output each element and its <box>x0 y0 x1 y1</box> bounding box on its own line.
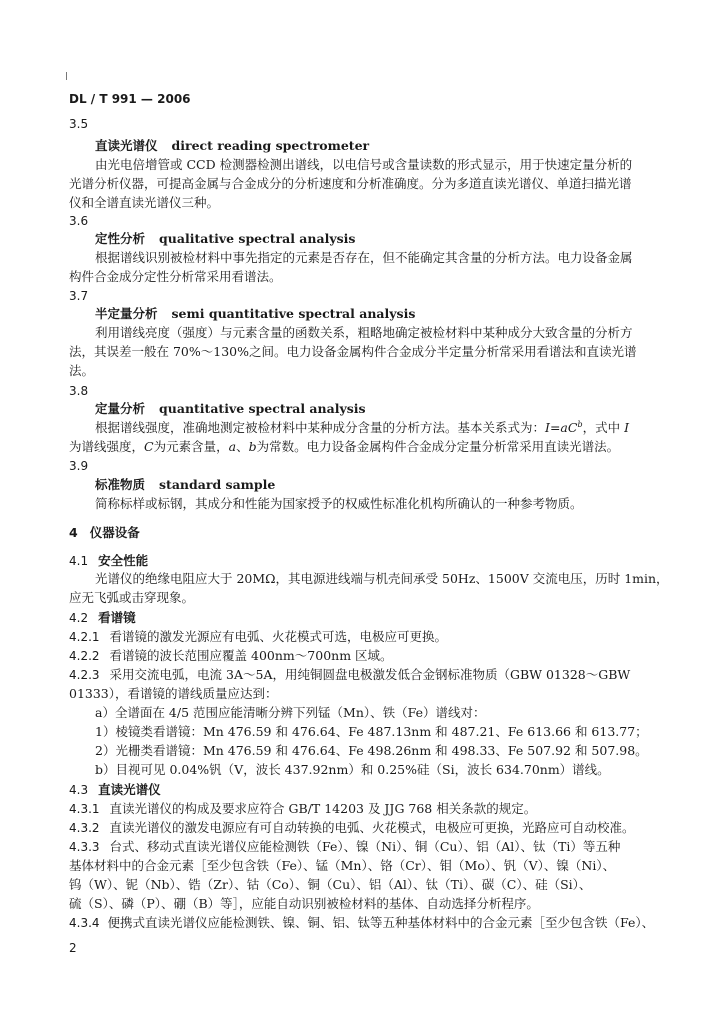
term-body-line: 法。 <box>69 363 95 378</box>
clause-line <box>69 648 393 664</box>
term-number: 3.6 <box>69 214 89 228</box>
body-text: 、 <box>236 439 249 454</box>
subsection-title: 直读光谱仪 <box>98 782 161 797</box>
term-title-en: direct reading spectrometer <box>171 138 370 153</box>
term-title: 标准物质 <box>95 477 146 492</box>
term-number: 3.5 <box>69 117 89 131</box>
variable-i: I <box>624 420 630 435</box>
formula-trail-text: ，式中 <box>582 420 625 435</box>
list-item: b）目视可见 0.04%钒（V，波长 437.92nm）和 0.25%硅（Si，波长 634.70nm）谱线。 <box>95 762 610 777</box>
variable-a: a <box>228 439 237 454</box>
term-title-line <box>95 306 415 322</box>
term-title-en: standard sample <box>159 477 276 492</box>
clause-line <box>69 667 630 683</box>
clause-text: 看谱镜的波长范围应覆盖 400nm～700nm 区域。 <box>109 648 393 663</box>
clause-line <box>69 839 620 855</box>
term-number: 3.8 <box>69 384 89 398</box>
term-body-line: 根据谱线识别被检材料中事先指定的元素是否存在，但不能确定其含量的分析方法。电力设备金属 <box>95 250 633 265</box>
term-body-line: 光谱分析仪器，可提高金属与合金成分的分析速度和分析准确度。分为多道直读光谱仪、单道扫描光谱 <box>69 176 632 191</box>
list-item: 1）棱镜类看谱镜：Mn 476.59 和 476.64、Fe 487.13nm 和 487.21、Fe 613.66 和 613.77； <box>95 724 648 739</box>
clause-line: 基体材料中的合金元素［至少包含铁（Fe）、锰（Mn）、铬（Cr）、钼（Mo）、钒（V）、镍（Ni）、 <box>69 858 616 873</box>
body-line: 应无飞弧或击穿现象。 <box>69 590 195 605</box>
formula <box>545 420 583 435</box>
term-body-line <box>95 420 629 436</box>
clause-number: 4.2.1 <box>69 630 100 644</box>
term-body-line: 法，其误差一般在 70%～130%之间。电力设备金属构件合金成分半定量分析常采用看谱法和直读光谱 <box>69 344 637 359</box>
clause-line <box>69 915 654 931</box>
term-body-line: 由光电倍增管或 CCD 检测器检测出谱线，以电信号或含量读数的形式显示，用于快速定量分析的 <box>95 157 633 172</box>
clause-line <box>69 629 447 645</box>
body-line: 光谱仪的绝缘电阻应大于 20MΩ，其电源进线端与机壳间承受 50Hz、1500V 交流电压，历时 1min， <box>95 571 669 586</box>
formula-lead-text: 根据谱线强度，准确地测定被检材料中某种成分含量的分析方法。基本关系式为： <box>95 420 546 435</box>
term-title-line <box>95 477 275 493</box>
clause-line <box>69 820 635 836</box>
clause-text: 台式、移动式直读光谱仪应能检测铁（Fe）、镍（Ni）、铜（Cu）、铝（Al）、钛（Ti）等五种 <box>109 839 621 854</box>
clause-line: 钨（W）、铌（Nb）、锆（Zr）、钴（Co）、铜（Cu）、铝（Al）、钛（Ti）、碳（C）、硅（Si）、 <box>69 877 592 892</box>
term-title-line <box>95 401 366 417</box>
clause-number: 4.2.2 <box>69 649 100 663</box>
subsection-heading <box>69 553 148 569</box>
section-number: 4 <box>69 525 78 540</box>
variable-b: b <box>248 439 257 454</box>
subsection-number: 4.1 <box>69 554 89 568</box>
clause-number: 4.3.4 <box>69 916 100 930</box>
term-title-line <box>95 231 355 247</box>
section-title: 仪器设备 <box>89 525 140 540</box>
subsection-heading <box>69 610 136 626</box>
term-title: 直读光谱仪 <box>95 138 158 153</box>
term-body-line <box>69 439 619 455</box>
list-item: a）全谱面在 4/5 范围应能清晰分辨下列锰（Mn）、铁（Fe）谱线对： <box>95 705 486 720</box>
subsection-heading <box>69 782 161 798</box>
body-text: 为谱线强度， <box>69 439 145 454</box>
term-number: 3.9 <box>69 459 89 473</box>
term-body-line: 简称标样或标钢，其成分和性能为国家授予的权威性标准化机构所确认的一种参考物质。 <box>95 496 583 511</box>
section-heading <box>69 525 140 541</box>
body-text: 为元素含量， <box>153 439 229 454</box>
body-text: 为常数。电力设备金属构件合金成分定量分析常采用直读光谱法。 <box>256 439 620 454</box>
crop-mark <box>66 72 67 80</box>
formula-exponent: b <box>577 420 583 429</box>
clause-line <box>69 801 536 817</box>
standard-code: DL / T 991 — 2006 <box>69 92 191 106</box>
term-title-en: quantitative spectral analysis <box>159 401 366 416</box>
term-title: 定性分析 <box>95 231 146 246</box>
clause-text: 便携式直读光谱仪应能检测铁、镍、铜、铝、钛等五种基体材料中的合金元素［至少包含铁（Fe）、 <box>107 915 655 930</box>
term-title-line <box>95 138 369 154</box>
subsection-number: 4.2 <box>69 611 89 625</box>
clause-text: 直读光谱仪的激发电源应有可自动转换的电弧、火花模式，电极应可更换，光路应可自动校准。 <box>109 820 635 835</box>
subsection-number: 4.3 <box>69 783 89 797</box>
formula-main: I=aC <box>545 420 578 435</box>
page-number: 2 <box>69 941 77 955</box>
term-title-en: semi quantitative spectral analysis <box>171 306 416 321</box>
clause-line: 硫（S）、磷（P）、硼（B）等］，应能自动识别被检材料的基体、自动选择分析程序。 <box>69 896 539 911</box>
term-title: 定量分析 <box>95 401 146 416</box>
clause-text: 看谱镜的激发光源应有电弧、火花模式可选，电极应可更换。 <box>109 629 448 644</box>
list-item: 2）光栅类看谱镜：Mn 476.59 和 476.64、Fe 498.26nm 和 498.33、Fe 507.92 和 507.98。 <box>95 743 648 758</box>
clause-number: 4.3.2 <box>69 821 100 835</box>
clause-text: 直读光谱仪的构成及要求应符合 GB/T 14203 及 JJG 768 相关条款的规定。 <box>109 801 537 816</box>
subsection-title: 安全性能 <box>98 553 149 568</box>
clause-text: 采用交流电弧，电流 3A～5A，用纯铜圆盘电极激发低合金钢标准物质（GBW 01328～GBW <box>109 667 631 682</box>
term-body-line: 仪和全谱直读光谱仪三种。 <box>69 195 220 210</box>
term-title: 半定量分析 <box>95 306 158 321</box>
term-number: 3.7 <box>69 289 89 303</box>
term-body-line: 构件合金成分定性分析常采用看谱法。 <box>69 269 282 284</box>
clause-number: 4.3.1 <box>69 802 100 816</box>
term-title-en: qualitative spectral analysis <box>159 231 356 246</box>
variable-c: C <box>144 439 154 454</box>
clause-number: 4.3.3 <box>69 840 100 854</box>
clause-number: 4.2.3 <box>69 668 100 682</box>
clause-line: 01333），看谱镜的谱线质量应达到： <box>69 686 278 701</box>
subsection-title: 看谱镜 <box>98 610 136 625</box>
term-body-line: 利用谱线亮度（强度）与元素含量的函数关系，粗略地确定被检材料中某种成分大致含量的分析方 <box>95 325 633 340</box>
